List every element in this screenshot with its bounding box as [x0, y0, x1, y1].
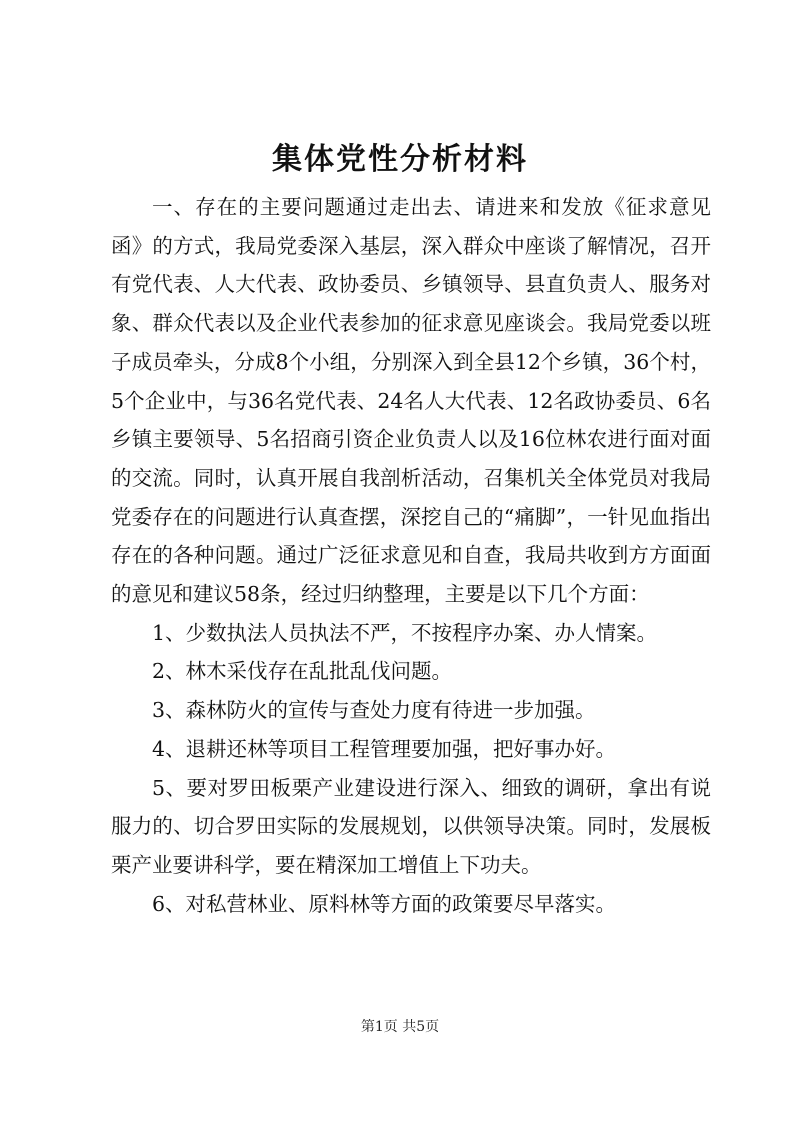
paragraph-problems-intro: 一、存在的主要问题通过走出去、请进来和发放《征求意见函》的方式，我局党委深入基层，深入群众中座谈了解情况，召开有党代表、人大代表、政协委员、乡镇领导、县直负责人、服务对象、群众代表以及企业代表参加的征求意见座谈会。我局党委以班子成员牵头，分成8个小组，分别深入到全县12个乡镇，36个村，5个企业中，与36名党代表、24名人大代表、12名政协委员、6名乡镇主要领导、5名招商引资企业负责人以及16位林农进行面对面的交流。同时，认真开展自我剖析活动，召集机关全体党员对我局党委存在的问题进行认真查摆，深挖自己的“痛脚”，一针见血指出存在的各种问题。通过广泛征求意见和自查，我局共收到方方面面的意见和建议58条，经过归纳整理，主要是以下几个方面： — [111, 195, 711, 607]
list-item-1: 1、少数执法人员执法不严，不按程序办案、办人情案。 — [152, 620, 658, 645]
list-item-3: 3、森林防火的宣传与查处力度有待进一步加强。 — [152, 698, 596, 723]
list-item-4: 4、退耕还林等项目工程管理要加强，把好事办好。 — [152, 736, 617, 761]
list-item-2: 2、林木采伐存在乱批乱伐问题。 — [152, 659, 453, 684]
document-title: 集体党性分析材料 — [272, 142, 528, 177]
document-body — [111, 188, 711, 923]
page-number-footer: 第1页 共5页 — [360, 1019, 440, 1035]
list-item-6: 6、对私营林业、原料林等方面的政策要尽早落实。 — [152, 891, 617, 916]
list-item-5: 5、要对罗田板栗产业建设进行深入、细致的调研，拿出有说服力的、切合罗田实际的发展规划，以供领导决策。同时，发展板栗产业要讲科学，要在精深加工增值上下功夫。 — [111, 775, 711, 877]
